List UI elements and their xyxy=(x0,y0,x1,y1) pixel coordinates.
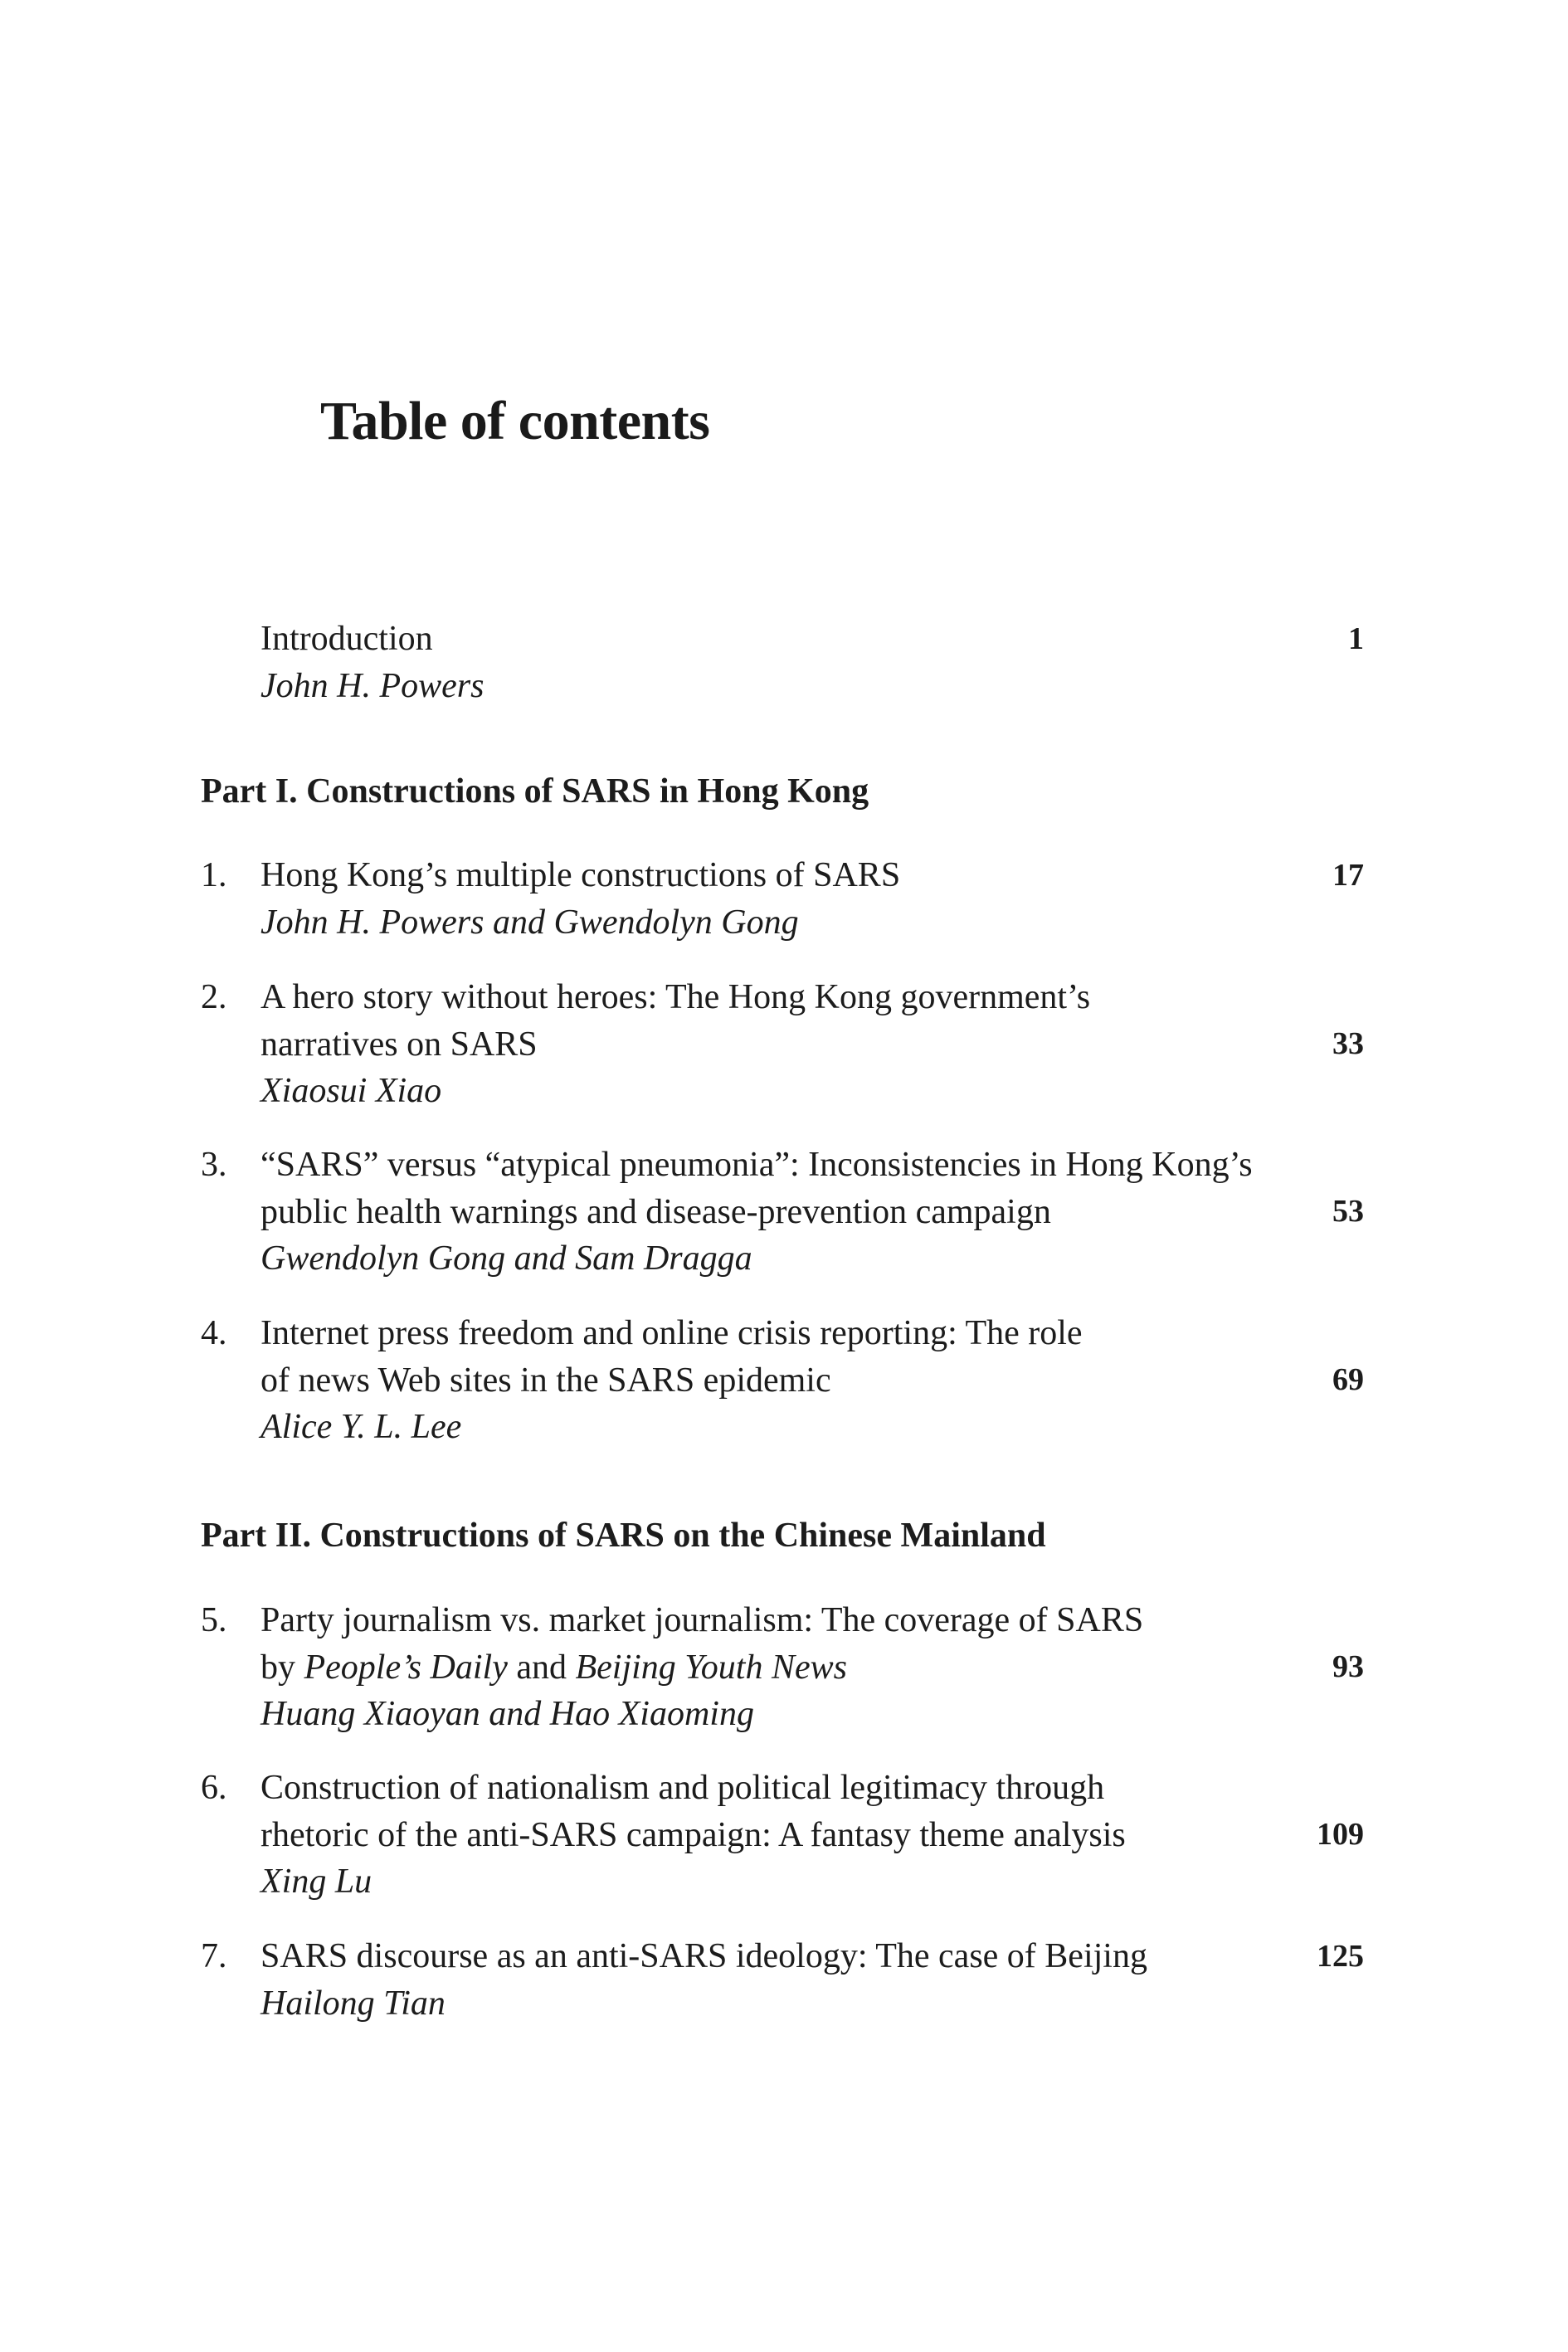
entry-text xyxy=(261,1310,1298,1451)
entry-title-line: SARS discourse as an anti-SARS ideology: The case of Beijing xyxy=(261,1937,1147,1975)
entry-text xyxy=(261,1597,1298,1738)
entry-author: Huang Xiaoyan and Hao Xiaoming xyxy=(261,1695,754,1733)
entry-text xyxy=(261,616,1298,709)
entry-author: John H. Powers xyxy=(261,666,485,705)
entry-page-number: 33 xyxy=(1332,1026,1364,1061)
entry-page-number: 17 xyxy=(1332,858,1364,893)
entry-page-number: 109 xyxy=(1317,1817,1364,1852)
entry-author: Alice Y. L. Lee xyxy=(261,1408,462,1446)
entry-text xyxy=(261,974,1298,1115)
publication-title: People’s Daily xyxy=(304,1648,508,1687)
chapter-number: 2. xyxy=(201,978,227,1016)
entry-title-line: “SARS” versus “atypical pneumonia”: Inconsistencies in Hong Kong’s xyxy=(261,1146,1253,1184)
page-title: Table of contents xyxy=(320,391,710,451)
chapter-number: 5. xyxy=(201,1601,227,1639)
entry-author: John H. Powers and Gwendolyn Gong xyxy=(261,903,799,942)
entry-title-line xyxy=(261,1644,1298,1692)
chapter-number: 4. xyxy=(201,1314,227,1352)
entry-page-number: 69 xyxy=(1332,1362,1364,1397)
entry-title-line: Hong Kong’s multiple constructions of SARS xyxy=(261,856,901,894)
title-text: and xyxy=(507,1648,576,1687)
chapter-number: 1. xyxy=(201,856,227,894)
entry-page-number: 53 xyxy=(1332,1194,1364,1229)
entry-title-line: narratives on SARS xyxy=(261,1025,538,1064)
entry-title-line: Internet press freedom and online crisis reporting: The role xyxy=(261,1314,1083,1352)
entry-text xyxy=(261,1933,1298,2027)
entry-author: Xiaosui Xiao xyxy=(261,1072,442,1110)
entry-author: Xing Lu xyxy=(261,1863,373,1901)
entry-page-number: 125 xyxy=(1317,1939,1364,1974)
entry-title-line: rhetoric of the anti-SARS campaign: A fantasy theme analysis xyxy=(261,1815,1126,1854)
entry-author: Hailong Tian xyxy=(261,1984,446,2023)
entry-title-line: A hero story without heroes: The Hong Kong government’s xyxy=(261,978,1091,1016)
part-heading: Part I. Constructions of SARS in Hong Kong xyxy=(201,772,869,811)
part-heading: Part II. Constructions of SARS on the Chinese Mainland xyxy=(201,1517,1046,1555)
entry-title-line: of news Web sites in the SARS epidemic xyxy=(261,1361,831,1400)
entry-title-line: Party journalism vs. market journalism: The coverage of SARS xyxy=(261,1601,1144,1639)
entry-page-number: 93 xyxy=(1332,1649,1364,1684)
chapter-number: 6. xyxy=(201,1769,227,1807)
entry-title: Introduction xyxy=(261,620,433,658)
chapter-number: 7. xyxy=(201,1937,227,1975)
title-text: by xyxy=(261,1648,304,1687)
entry-title-line: public health warnings and disease-prevention campaign xyxy=(261,1192,1051,1231)
entry-text xyxy=(261,1142,1298,1283)
entry-text xyxy=(261,852,1298,946)
entry-text xyxy=(261,1765,1298,1906)
entry-title-line: Construction of nationalism and political legitimacy through xyxy=(261,1769,1105,1807)
entry-page-number: 1 xyxy=(1348,621,1364,656)
publication-title: Beijing Youth News xyxy=(575,1648,847,1687)
entry-author: Gwendolyn Gong and Sam Dragga xyxy=(261,1239,752,1278)
chapter-number: 3. xyxy=(201,1146,227,1184)
